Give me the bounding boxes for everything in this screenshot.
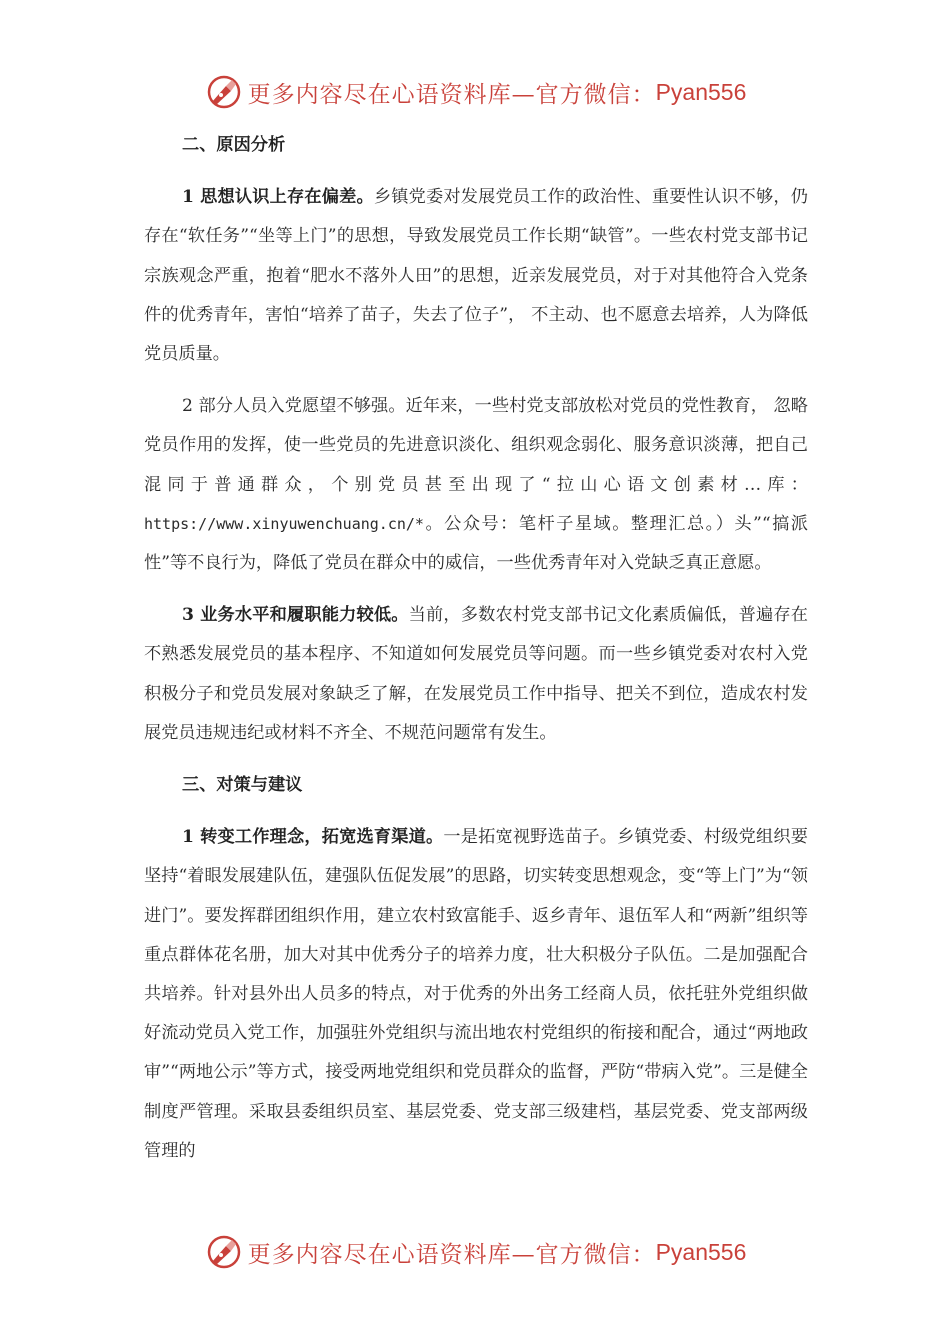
paragraph-cause-2 bbox=[144, 387, 808, 583]
banner-wechat-id: Pyan556 bbox=[655, 1238, 747, 1265]
header-watermark-banner bbox=[0, 72, 950, 112]
section-heading-measures: 三、对策与建议 bbox=[182, 775, 303, 796]
pen-nib-logo-icon bbox=[204, 1232, 244, 1272]
paragraph-text: 乡镇党委对发展党员工作的政治性、重要性认识不够，仍存在“软任务”“坐等上门”的思想，导致发展党员工作长期“缺管”。一些农村党支部书记宗族观念严重，抱着“肥水不落外人田”的思想，近亲发展党员，对于对其他符合入党条件的优秀青年，害怕“培养了苗子，失去了位子”， 不主动、也不愿意去培养，人为降低党员质量。 bbox=[144, 187, 808, 365]
pen-nib-logo-icon bbox=[204, 72, 244, 112]
document-body bbox=[144, 126, 808, 1171]
paragraph-lead: 1 思想认识上存在偏差。 bbox=[182, 187, 374, 208]
paragraph-lead: 3 业务水平和履职能力较低。 bbox=[182, 605, 409, 626]
banner-text: 更多内容尽在心语资料库—官方微信： bbox=[247, 81, 656, 108]
paragraph-text: 当前，多数农村党支部书记文化素质偏低，普遍存在不熟悉发展党员的基本程序、不知道如何发展党员等问题。而一些乡镇党委对农村入党积极分子和党员发展对象缺乏了解，在发展党员工作中指导、把关不到位，造成农村发展党员违规违纪或材料不齐全、不规范问题常有发生。 bbox=[144, 605, 808, 743]
paragraph-text: 。公众号：笔杆子星域。整理汇总。）头”“搞派性”等不良行为，降低了党员在群众中的威信，一些优秀青年对入党缺乏真正意愿。 bbox=[144, 513, 808, 574]
banner-wechat-id: Pyan556 bbox=[655, 78, 747, 105]
embedded-url: https://www.xinyuwenchuang.cn/* bbox=[144, 514, 424, 533]
section-heading-causes: 二、原因分析 bbox=[182, 135, 286, 155]
paragraph-measure-1 bbox=[144, 818, 808, 1171]
footer-watermark-banner bbox=[0, 1232, 950, 1272]
paragraph-lead: 1 转变工作理念，拓宽选育渠道。 bbox=[182, 827, 444, 848]
paragraph-cause-1 bbox=[144, 178, 808, 374]
banner-text: 更多内容尽在心语资料库—官方微信： bbox=[247, 1241, 656, 1268]
paragraph-text: 一是拓宽视野选苗子。乡镇党委、村级党组织要坚持“着眼发展建队伍，建强队伍促发展”的思路，切实转变思想观念，变“等上门”为“领进门”。要发挥群团组织作用，建立农村致富能手、返乡青年、退伍军人和“两新”组织等重点群体花名册，加大对其中优秀分子的培养力度，壮大积极分子队伍。二是加强配合共培养。针对县外出人员多的特点，对于优秀的外出务工经商人员，依托驻外党组织做好流动党员入党工作，加强驻外党组织与流出地农村党组织的衔接和配合，通过“两地政审”“两地公示”等方式，接受两地党组织和党员群众的监督，严防“带病入党”。三是健全制度严管理。采取县委组织员室、基层党委、党支部三级建档，基层党委、党支部两级管理的 bbox=[144, 827, 808, 1161]
paragraph-text: 2 部分人员入党愿望不够强。近年来，一些村党支部放松对党员的党性教育， 忽略党员作用的发挥，使一些党员的先进意识淡化、组织观念弱化、服务意识淡薄，把自己混同于普通群众，个别党员甚至出现了“拉山心语文创素材…库： bbox=[144, 396, 808, 495]
paragraph-cause-3 bbox=[144, 596, 808, 753]
